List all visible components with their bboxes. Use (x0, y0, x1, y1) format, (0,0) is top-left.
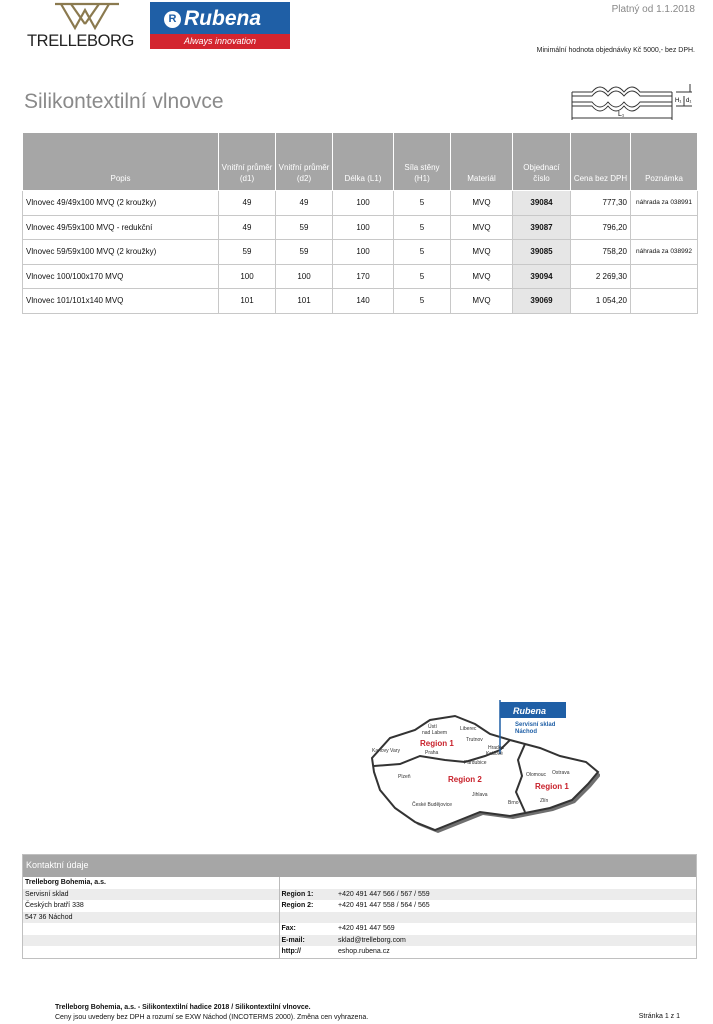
cell-note: náhrada za 038992 (631, 240, 698, 265)
trelleborg-logo (27, 2, 147, 50)
contact-dept: Servisní sklad (23, 889, 279, 901)
contact-empty (336, 912, 696, 924)
cell-l1: 100 (333, 215, 394, 240)
map-city: Králové (486, 751, 503, 757)
cell-d1: 49 (219, 191, 276, 216)
cell-d2: 49 (276, 191, 333, 216)
page-number: Stránka 1 z 1 (638, 1013, 680, 1020)
cell-d1: 49 (219, 215, 276, 240)
cell-popis: Vlnovec 101/101x140 MVQ (23, 289, 219, 314)
cell-d2: 59 (276, 215, 333, 240)
contact-email-link[interactable]: sklad@trelleborg.com (336, 935, 696, 947)
contact-empty (279, 877, 336, 889)
contact-fax-value: +420 491 447 569 (338, 925, 395, 933)
diagram-d1-label: d₁ (686, 98, 692, 104)
cell-d1: 59 (219, 240, 276, 265)
rubena-tagline: Always innovation (150, 34, 290, 49)
contact-heading: Kontaktní údaje (23, 855, 696, 877)
cell-price: 777,30 (571, 191, 631, 216)
map-city: Ústí (428, 724, 437, 730)
contact-panel (22, 854, 697, 959)
contact-r2-value: +420 491 447 558 / 564 / 565 (338, 902, 430, 910)
region-map (360, 700, 600, 835)
contact-web-link[interactable]: eshop.rubena.cz (338, 948, 390, 956)
cell-price: 2 269,30 (571, 264, 631, 289)
contact-company: Trelleborg Bohemia, a.s. (25, 879, 106, 887)
map-city: České Budějovice (412, 802, 453, 808)
cell-l1: 100 (333, 240, 394, 265)
contact-empty (23, 935, 279, 947)
contact-empty (23, 923, 279, 935)
map-city: Ostrava (552, 770, 570, 776)
map-city: Olomouc (526, 772, 547, 778)
cell-note: náhrada za 038991 (631, 191, 698, 216)
products-table (22, 132, 698, 314)
trelleborg-emblem-icon (27, 2, 147, 32)
min-order-note: Minimální hodnota objednávky Kč 5000,- bez DPH. (536, 47, 695, 54)
cell-popis: Vlnovec 49/49x100 MVQ (2 kroužky) (23, 191, 219, 216)
cell-d2: 100 (276, 264, 333, 289)
contact-email-label: E-mail: (279, 935, 336, 947)
contact-empty (23, 946, 279, 958)
contact-r1-label: Region 1: (279, 889, 336, 901)
col-h1: Síla stěny (H1) (394, 133, 451, 191)
cell-popis: Vlnovec 59/59x100 MVQ (2 kroužky) (23, 240, 219, 265)
table-row (23, 289, 698, 314)
contact-empty (336, 877, 696, 889)
cell-material: MVQ (451, 289, 513, 314)
map-rubena-label: Rubena (513, 706, 547, 716)
cell-material: MVQ (451, 264, 513, 289)
cell-material: MVQ (451, 215, 513, 240)
cell-note (631, 289, 698, 314)
contact-row (23, 935, 696, 947)
diagram-l1-label: L₁ (618, 111, 625, 118)
map-city: Pardubice (464, 760, 487, 766)
contact-empty (279, 912, 336, 924)
footer (55, 1003, 368, 1023)
col-order: Objednací číslo (513, 133, 571, 191)
map-city: Plzeň (398, 774, 411, 780)
table-row (23, 215, 698, 240)
cell-note (631, 264, 698, 289)
contact-fax-label: Fax: (279, 923, 336, 935)
trelleborg-wordmark: TRELLEBORG (27, 32, 134, 50)
col-d1: Vnitřní průměr (d1) (219, 133, 276, 191)
cell-material: MVQ (451, 191, 513, 216)
cell-note (631, 215, 698, 240)
table-row (23, 264, 698, 289)
col-d2: Vnitřní průměr (d2) (276, 133, 333, 191)
col-note: Poznámka (631, 133, 698, 191)
cell-l1: 140 (333, 289, 394, 314)
contact-r1-value: +420 491 447 566 / 567 / 559 (336, 889, 696, 901)
cell-order: 39085 (513, 240, 571, 265)
map-city: Brno (508, 800, 519, 806)
cell-d1: 100 (219, 264, 276, 289)
map-city: Praha (425, 750, 439, 756)
map-city: Hradec (488, 745, 505, 751)
cell-d1: 101 (219, 289, 276, 314)
table-header-row (23, 133, 698, 191)
map-region-2: Region 2 (448, 775, 482, 784)
contact-row (23, 877, 696, 889)
bellows-diagram (562, 80, 697, 124)
cell-l1: 170 (333, 264, 394, 289)
map-region-1: Region 1 (420, 739, 454, 748)
cell-price: 1 054,20 (571, 289, 631, 314)
contact-row (23, 900, 696, 912)
rubena-wordmark: Rubena (184, 7, 262, 30)
map-warehouse: Servisní sklad (515, 722, 556, 728)
cell-d2: 101 (276, 289, 333, 314)
map-city: Zlín (540, 798, 549, 804)
cell-l1: 100 (333, 191, 394, 216)
col-l1: Délka (L1) (333, 133, 394, 191)
col-popis: Popis (23, 133, 219, 191)
valid-from: Platný od 1.1.2018 (611, 4, 695, 15)
footer-line-1: Trelleborg Bohemia, a.s. - Silikontextilní hadice 2018 / Silikontextilní vlnovce. (55, 1004, 311, 1011)
page-title: Silikontextilní vlnovce (24, 90, 224, 113)
cell-h1: 5 (394, 264, 451, 289)
col-price: Cena bez DPH (571, 133, 631, 191)
cell-order: 39094 (513, 264, 571, 289)
cell-h1: 5 (394, 289, 451, 314)
contact-city: 547 36 Náchod (23, 912, 279, 924)
cell-d2: 59 (276, 240, 333, 265)
cell-popis: Vlnovec 100/100x170 MVQ (23, 264, 219, 289)
contact-http-label: http:// (279, 946, 336, 958)
table-row (23, 240, 698, 265)
cell-order: 39084 (513, 191, 571, 216)
map-city: Jihlava (472, 792, 488, 798)
diagram-h1-label: H₁ (675, 98, 682, 104)
map-city: Karlovy Vary (372, 748, 400, 754)
cell-h1: 5 (394, 191, 451, 216)
col-material: Materiál (451, 133, 513, 191)
map-city: Liberec (460, 726, 477, 732)
contact-street: Českých bratří 338 (25, 902, 84, 910)
map-warehouse-city: Náchod (515, 729, 538, 735)
cell-price: 796,20 (571, 215, 631, 240)
footer-line-2: Ceny jsou uvedeny bez DPH a rozumí se EXW Náchod (INCOTERMS 2000). Změna cen vyhrazena. (55, 1013, 369, 1021)
contact-table (23, 877, 696, 958)
rubena-mark-icon: R (164, 11, 181, 28)
rubena-logo (150, 2, 290, 49)
map-city: Trutnov (466, 737, 483, 743)
cell-h1: 5 (394, 215, 451, 240)
contact-r2-label: Region 2: (279, 900, 336, 912)
cell-order: 39069 (513, 289, 571, 314)
map-region-1-east: Region 1 (535, 782, 569, 791)
map-city: nad Labem (422, 730, 448, 736)
cell-h1: 5 (394, 240, 451, 265)
cell-order: 39087 (513, 215, 571, 240)
contact-row (23, 923, 696, 935)
cell-material: MVQ (451, 240, 513, 265)
cell-price: 758,20 (571, 240, 631, 265)
table-row (23, 191, 698, 216)
contact-row (23, 889, 696, 901)
cell-popis: Vlnovec 49/59x100 MVQ - redukční (23, 215, 219, 240)
contact-row (23, 912, 696, 924)
contact-row (23, 946, 696, 958)
